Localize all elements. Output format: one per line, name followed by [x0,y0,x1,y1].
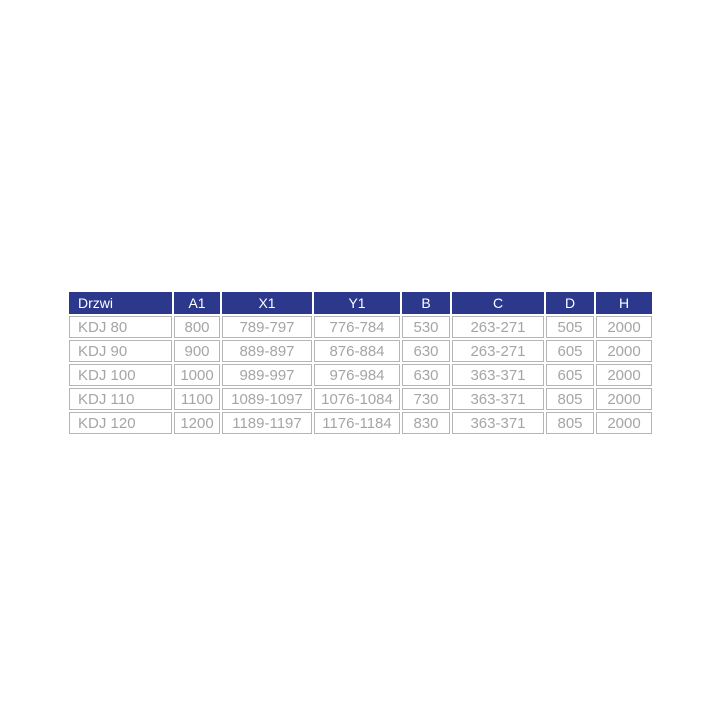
table-cell: 789-797 [222,316,312,338]
table-row [69,316,652,338]
table-cell: 776-784 [314,316,400,338]
table-cell: 630 [402,340,450,362]
header-cell-x1: X1 [222,292,312,314]
table-cell: 800 [174,316,220,338]
table-cell: 605 [546,364,594,386]
table-cell: 1176-1184 [314,412,400,434]
header-cell-c: C [452,292,544,314]
table-cell: 630 [402,364,450,386]
table-cell: 1000 [174,364,220,386]
table-cell: 1189-1197 [222,412,312,434]
row-label: KDJ 100 [69,364,172,386]
table-cell: 363-371 [452,364,544,386]
table-cell: 2000 [596,412,652,434]
table-cell: 1089-1097 [222,388,312,410]
table-cell: 363-371 [452,412,544,434]
table-row [69,388,652,410]
table-cell: 363-371 [452,388,544,410]
table-row [69,364,652,386]
table-cell: 263-271 [452,340,544,362]
spec-table-container [67,290,654,436]
table-cell: 900 [174,340,220,362]
table-cell: 989-997 [222,364,312,386]
table-cell: 876-884 [314,340,400,362]
table-cell: 805 [546,412,594,434]
table-cell: 505 [546,316,594,338]
row-label: KDJ 110 [69,388,172,410]
spec-table [67,290,654,436]
header-cell-h: H [596,292,652,314]
header-cell-y1: Y1 [314,292,400,314]
header-cell-b: B [402,292,450,314]
table-cell: 2000 [596,388,652,410]
table-cell: 1100 [174,388,220,410]
table-cell: 976-984 [314,364,400,386]
row-label: KDJ 90 [69,340,172,362]
table-cell: 2000 [596,316,652,338]
table-row [69,412,652,434]
row-label: KDJ 80 [69,316,172,338]
table-row [69,340,652,362]
table-cell: 605 [546,340,594,362]
table-cell: 263-271 [452,316,544,338]
header-cell-d: D [546,292,594,314]
table-cell: 805 [546,388,594,410]
table-cell: 889-897 [222,340,312,362]
table-cell: 830 [402,412,450,434]
table-cell: 730 [402,388,450,410]
table-cell: 1200 [174,412,220,434]
table-cell: 530 [402,316,450,338]
table-cell: 2000 [596,340,652,362]
header-cell-a1: A1 [174,292,220,314]
table-cell: 2000 [596,364,652,386]
row-label: KDJ 120 [69,412,172,434]
table-header-row [69,292,652,314]
header-cell-drzwi: Drzwi [69,292,172,314]
table-cell: 1076-1084 [314,388,400,410]
